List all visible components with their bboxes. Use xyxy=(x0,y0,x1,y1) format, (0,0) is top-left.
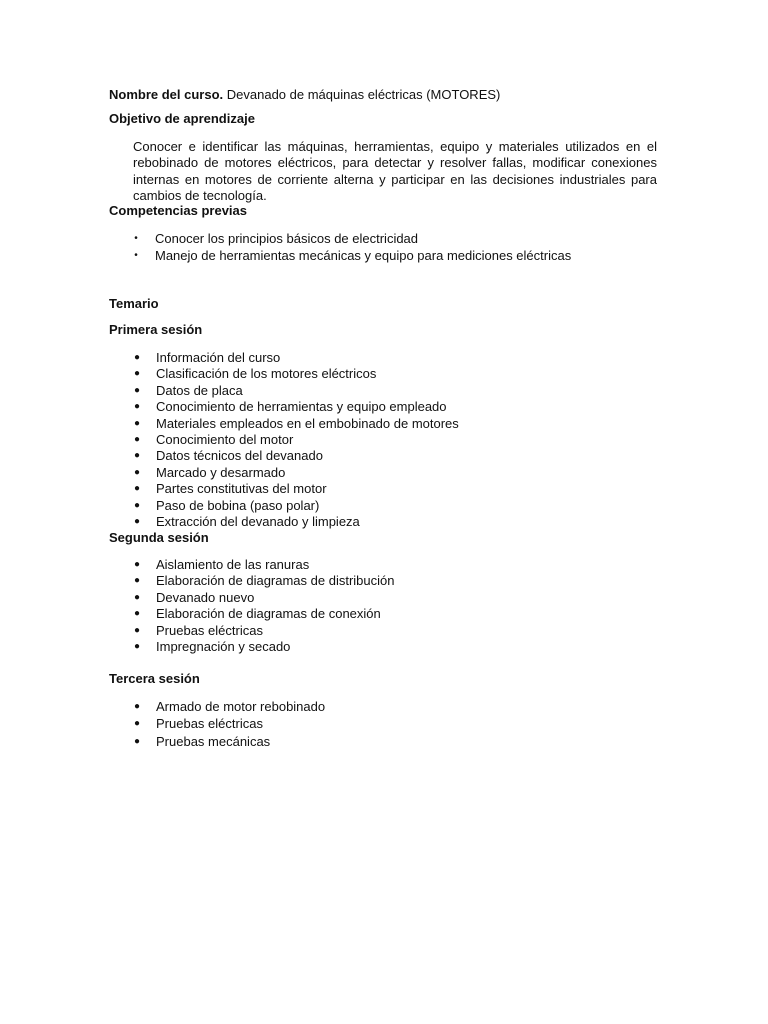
list-item-text: Devanado nuevo xyxy=(156,589,255,605)
bullet-icon: ● xyxy=(133,401,141,413)
list-item-text: Elaboración de diagramas de distribución xyxy=(156,573,395,589)
list-item-text: Información del curso xyxy=(156,350,281,365)
bullet-icon: ● xyxy=(133,736,141,747)
list-item xyxy=(134,248,572,264)
bullet-icon: ● xyxy=(133,640,141,652)
list-item xyxy=(134,231,571,248)
list-item-text: Pruebas mecánicas xyxy=(156,734,271,749)
objective-heading: Objetivo de aprendizaje xyxy=(109,111,255,126)
list-item xyxy=(133,716,325,734)
list-item xyxy=(133,606,394,622)
list-item-text: Marcado y desarmado xyxy=(156,464,286,480)
list-item-text: Conocer los principios básicos de electricidad xyxy=(155,231,419,246)
list-item xyxy=(133,557,394,573)
list-item-text: Paso de bobina (paso polar) xyxy=(156,497,320,513)
list-item xyxy=(133,464,459,481)
bullet-icon: ● xyxy=(133,575,141,587)
course-name-value: Devanado de máquinas eléctricas (MOTORES) xyxy=(226,87,501,102)
list-item-text: Armado de motor rebobinado xyxy=(156,699,326,714)
list-item-text: Impregnación y secado xyxy=(156,638,291,654)
list-item-text: Pruebas eléctricas xyxy=(156,622,263,638)
list-item xyxy=(133,589,394,606)
bullet-icon: ● xyxy=(133,591,141,603)
list-item xyxy=(133,382,459,399)
list-item xyxy=(133,350,459,366)
list-item xyxy=(133,448,459,464)
list-item-text: Aislamiento de las ranuras xyxy=(156,557,310,572)
list-item xyxy=(133,366,459,382)
bullet-icon: ● xyxy=(133,624,141,636)
bullet-icon: ● xyxy=(133,450,141,462)
list-item xyxy=(133,734,325,750)
bullet-icon: • xyxy=(134,250,138,261)
session-items-list xyxy=(133,557,395,655)
session-title: Primera sesión xyxy=(109,322,203,337)
list-item xyxy=(133,399,459,415)
bullet-icon: ● xyxy=(133,466,141,478)
list-item-text: Pruebas eléctricas xyxy=(156,716,263,731)
objective-text: Conocer e identificar las máquinas, herramientas, equipo y materiales utilizados en el rebobinado de motores eléctricos, para detectar y resolver fallas, modificar conexiones internas en motores de corriente alterna y participar en las decisiones industriales para cambios de tecnología. xyxy=(133,139,657,204)
bullet-icon: ● xyxy=(133,483,141,495)
bullet-icon: ● xyxy=(133,417,141,429)
list-item-text: Manejo de herramientas mecánicas y equipo para mediciones eléctricas xyxy=(155,248,572,263)
list-item-text: Datos de placa xyxy=(156,382,243,398)
prerequisites-list xyxy=(134,231,572,264)
session-title: Tercera sesión xyxy=(109,671,200,686)
prerequisites-heading: Competencias previas xyxy=(109,203,248,218)
list-item xyxy=(133,638,394,655)
bullet-icon: • xyxy=(134,233,138,244)
course-name-label: Nombre del curso. xyxy=(109,87,224,102)
list-item xyxy=(133,622,394,639)
list-item-text: Materiales empleados en el embobinado de motores xyxy=(156,415,459,431)
list-item xyxy=(133,431,459,448)
bullet-icon: ● xyxy=(133,499,141,511)
bullet-icon: ● xyxy=(133,608,141,620)
syllabus-heading: Temario xyxy=(109,296,159,311)
bullet-icon: ● xyxy=(133,515,141,527)
list-item-text: Conocimiento del motor xyxy=(156,431,294,447)
list-item-text: Datos técnicos del devanado xyxy=(156,448,323,464)
list-item xyxy=(133,481,459,497)
list-item-text: Conocimiento de herramientas y equipo empleado xyxy=(156,399,447,415)
bullet-icon: ● xyxy=(133,352,141,363)
list-item xyxy=(133,573,395,589)
list-item-text: Elaboración de diagramas de conexión xyxy=(156,606,381,622)
list-item-text: Partes constitutivas del motor xyxy=(156,481,327,497)
bullet-icon: ● xyxy=(133,718,141,729)
bullet-icon: ● xyxy=(133,559,141,570)
session-items-list xyxy=(133,350,459,530)
bullet-icon: ● xyxy=(133,701,141,712)
list-item xyxy=(133,513,459,530)
list-item-text: Clasificación de los motores eléctricos xyxy=(156,366,377,382)
list-item xyxy=(133,415,459,432)
bullet-icon: ● xyxy=(133,368,141,380)
course-name-line xyxy=(109,87,500,103)
session-items-list xyxy=(133,699,326,750)
bullet-icon: ● xyxy=(133,433,141,445)
list-item xyxy=(133,699,326,716)
session-title: Segunda sesión xyxy=(109,530,209,545)
list-item xyxy=(133,497,459,514)
list-item-text: Extracción del devanado y limpieza xyxy=(156,513,360,529)
bullet-icon: ● xyxy=(133,384,141,396)
